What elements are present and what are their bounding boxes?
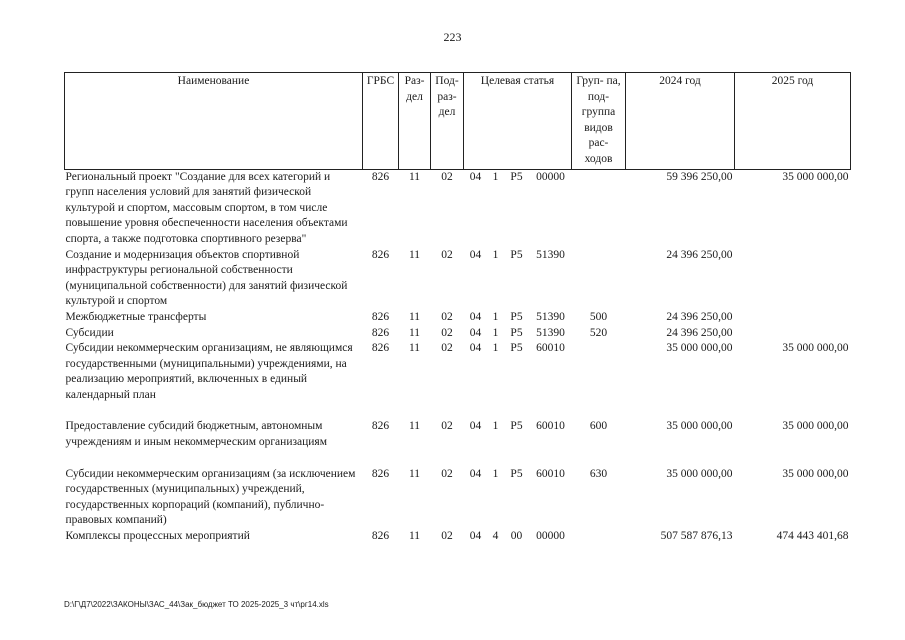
row-amount-2024: 24 396 250,00 <box>666 310 733 323</box>
row-target-2: 1 <box>492 467 499 480</box>
row-target-3: P5 <box>510 248 523 261</box>
header-podrazdel: Под- раз- дел <box>431 73 464 170</box>
row-razdel: 11 <box>408 420 421 433</box>
row-target-4: 51390 <box>536 326 565 339</box>
row-amount-2025: 35 000 000,00 <box>782 170 849 183</box>
table-header-row <box>65 73 851 170</box>
row-target-3: P5 <box>510 342 523 355</box>
row-grbs: 826 <box>371 530 390 543</box>
row-podrazdel: 02 <box>441 342 453 355</box>
footer-file-path: D:\Г\Д7\2022\ЗАКОНЫ\ЗАС_44\Зак_бюджет ТО 2025-2025_3 чт\рг14.xls <box>64 600 329 609</box>
row-razdel: 11 <box>408 467 421 480</box>
row-target-4: 51390 <box>536 248 565 261</box>
header-target: Целевая статья <box>464 73 572 170</box>
header-name: Наименование <box>65 73 363 170</box>
row-target-2: 1 <box>492 342 499 355</box>
row-target-4: 60010 <box>536 342 565 355</box>
row-name: Межбюджетные трансферты <box>65 310 207 323</box>
header-year-2024: 2024 год <box>626 73 735 170</box>
row-razdel: 11 <box>408 310 421 323</box>
row-razdel: 11 <box>408 530 421 543</box>
table-row <box>65 169 851 247</box>
table-row <box>65 341 851 403</box>
row-target-1: 04 <box>469 170 482 183</box>
row-name: Предоставление субсидий бюджетным, автономным учреждениям и иным некоммерческим организациям <box>65 420 327 449</box>
row-target-4: 00000 <box>536 530 565 543</box>
table-row <box>65 419 851 450</box>
header-group: Груп- па, под- группа видов рас- ходов <box>572 73 626 170</box>
row-target-3: P5 <box>510 420 523 433</box>
row-podrazdel: 02 <box>441 170 453 183</box>
row-expense-group <box>572 341 626 403</box>
header-year-2025: 2025 год <box>735 73 851 170</box>
row-grbs: 826 <box>371 420 390 433</box>
header-razdel: Раз- дел <box>399 73 431 170</box>
row-expense-group <box>572 529 626 545</box>
row-expense-group: 600 <box>589 420 608 433</box>
row-grbs: 826 <box>371 467 390 480</box>
row-expense-group <box>572 248 626 310</box>
row-target-1: 04 <box>469 248 482 261</box>
row-target-3: P5 <box>510 170 523 183</box>
row-target-2: 1 <box>492 248 499 261</box>
row-amount-2025 <box>735 310 851 326</box>
row-target-2: 1 <box>492 170 499 183</box>
row-target-4: 60010 <box>536 420 565 433</box>
row-expense-group: 500 <box>589 310 608 323</box>
row-target-4: 51390 <box>536 310 565 323</box>
row-target-3: P5 <box>510 467 523 480</box>
row-target-3: 00 <box>510 530 523 543</box>
page-number: 223 <box>443 30 462 44</box>
spacer-row <box>65 451 851 467</box>
row-podrazdel: 02 <box>441 248 453 261</box>
row-target-2: 1 <box>492 420 499 433</box>
spacer-cell <box>65 403 851 419</box>
budget-table <box>64 72 851 545</box>
row-grbs: 826 <box>371 310 390 323</box>
row-expense-group: 630 <box>589 467 608 480</box>
spacer-row <box>65 403 851 419</box>
row-amount-2025: 474 443 401,68 <box>776 530 849 543</box>
row-target-1: 04 <box>469 467 482 480</box>
table-row <box>65 467 851 529</box>
row-razdel: 11 <box>408 326 421 339</box>
row-podrazdel: 02 <box>441 326 453 339</box>
table-row <box>65 529 851 545</box>
row-grbs: 826 <box>371 342 390 355</box>
row-name: Субсидии <box>65 326 114 339</box>
row-amount-2024: 35 000 000,00 <box>666 342 733 355</box>
row-podrazdel: 02 <box>441 310 453 323</box>
row-name: Создание и модернизация объектов спортивной инфраструктуры региональной собственности (муниципальной собственности) для занятий физической культурой и спортом <box>65 248 348 308</box>
row-amount-2025 <box>735 248 851 310</box>
row-razdel: 11 <box>408 342 421 355</box>
row-amount-2025 <box>735 326 851 342</box>
row-target-2: 1 <box>492 326 499 339</box>
row-target-4: 00000 <box>536 170 565 183</box>
row-target-4: 60010 <box>536 467 565 480</box>
row-target-1: 04 <box>469 530 482 543</box>
row-amount-2025: 35 000 000,00 <box>782 342 849 355</box>
row-razdel: 11 <box>408 248 421 261</box>
table-row <box>65 326 851 342</box>
row-podrazdel: 02 <box>441 530 453 543</box>
row-grbs: 826 <box>371 248 390 261</box>
row-amount-2024: 35 000 000,00 <box>666 467 733 480</box>
row-amount-2024: 35 000 000,00 <box>666 420 733 433</box>
row-podrazdel: 02 <box>441 420 453 433</box>
row-amount-2025: 35 000 000,00 <box>782 420 849 433</box>
header-grbs: ГРБС <box>363 73 399 170</box>
row-expense-group: 520 <box>589 326 608 339</box>
row-expense-group <box>572 169 626 247</box>
row-podrazdel: 02 <box>441 467 453 480</box>
table-row <box>65 248 851 310</box>
row-target-1: 04 <box>469 342 482 355</box>
row-razdel: 11 <box>408 170 421 183</box>
row-amount-2024: 24 396 250,00 <box>666 248 733 261</box>
row-amount-2025: 35 000 000,00 <box>782 467 849 480</box>
row-amount-2024: 24 396 250,00 <box>666 326 733 339</box>
table-row <box>65 310 851 326</box>
spacer-cell <box>65 451 851 467</box>
row-amount-2024: 59 396 250,00 <box>666 170 733 183</box>
row-target-1: 04 <box>469 420 482 433</box>
row-name: Региональный проект "Создание для всех категорий и групп населения условий для занятий физической культурой и спортом, массовым спортом, в том числе повышение уровня обеспеченности населения объектами спорта, а также подготовка спортивного резерва" <box>65 170 348 245</box>
row-target-3: P5 <box>510 326 523 339</box>
row-target-2: 1 <box>492 310 499 323</box>
row-name: Субсидии некоммерческим организациям, не являющимся государственными (муниципальными) учреждениями, на реализацию мероприятий, включенных в единый календарный план <box>65 342 353 401</box>
row-name: Комплексы процессных мероприятий <box>65 530 250 543</box>
row-name: Субсидии некоммерческим организациям (за исключением государственных (муниципальных) учреждений, государственных корпораций (компаний), публично-правовых компаний) <box>65 467 356 527</box>
row-target-3: P5 <box>510 310 523 323</box>
row-target-2: 4 <box>492 530 499 543</box>
row-target-1: 04 <box>469 326 482 339</box>
row-grbs: 826 <box>371 326 390 339</box>
row-amount-2024: 507 587 876,13 <box>660 530 733 543</box>
row-grbs: 826 <box>371 170 390 183</box>
row-target-1: 04 <box>469 310 482 323</box>
